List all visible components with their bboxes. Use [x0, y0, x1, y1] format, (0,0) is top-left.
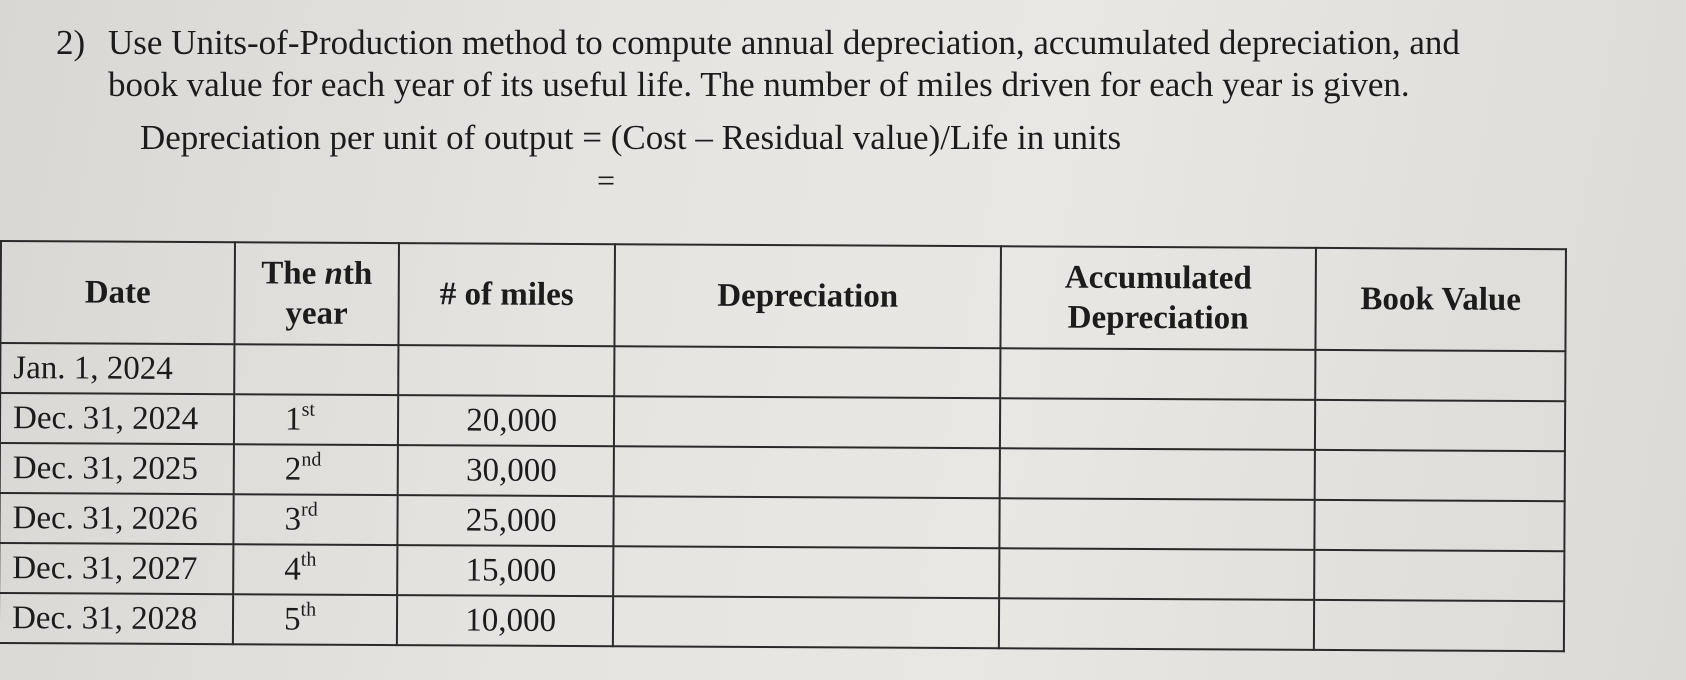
- cell-miles: 20,000: [398, 395, 614, 446]
- header-year-prefix: The: [261, 255, 325, 292]
- year-ordinal-suffix: st: [301, 398, 316, 421]
- year-ordinal-suffix: th: [300, 598, 317, 621]
- cell-miles: 10,000: [397, 595, 613, 646]
- cell-book-value[interactable]: [1314, 500, 1564, 551]
- cell-nth-year: [234, 394, 398, 445]
- table-body: [0, 343, 1565, 651]
- cell-accumulated-depreciation[interactable]: [999, 548, 1314, 600]
- cell-miles: 25,000: [397, 495, 613, 546]
- formula-equals-blank: =: [597, 162, 616, 198]
- header-book-value: Book Value: [1315, 248, 1566, 351]
- year-number: 1: [284, 400, 302, 438]
- table-row: [0, 593, 1564, 651]
- cell-miles: [398, 345, 614, 396]
- table-row: [0, 443, 1565, 501]
- table-row: [0, 493, 1565, 551]
- header-accumulated-line1: Accumulated: [1064, 259, 1252, 297]
- cell-depreciation[interactable]: [614, 346, 1000, 398]
- cell-date: Dec. 31, 2024: [0, 393, 234, 444]
- question-text: [56, 22, 1616, 106]
- header-year-n: n: [324, 255, 344, 292]
- cell-nth-year: [234, 444, 398, 495]
- year-number: 4: [284, 550, 301, 588]
- cell-nth-year: [233, 544, 397, 595]
- question-line-1: [56, 22, 1616, 64]
- cell-date: Dec. 31, 2027: [0, 543, 233, 594]
- question-line-1-text: Use Units-of-Production method to compute annual depreciation, accumulated depreciation, and: [108, 23, 1460, 62]
- cell-date: Dec. 31, 2026: [0, 493, 234, 544]
- cell-date: Jan. 1, 2024: [0, 343, 234, 394]
- year-ordinal-suffix: rd: [301, 498, 318, 521]
- cell-depreciation[interactable]: [613, 496, 999, 548]
- question-line-2-text: book value for each year of its useful life. The number of miles driven for each year is given.: [108, 65, 1410, 104]
- cell-depreciation[interactable]: [613, 596, 999, 648]
- cell-nth-year: [234, 344, 398, 395]
- table-header-row: [0, 241, 1566, 351]
- question-number: 2): [56, 23, 86, 62]
- year-number: 3: [284, 500, 302, 538]
- table-row: [0, 543, 1564, 601]
- cell-miles: 15,000: [397, 545, 613, 596]
- year-ordinal-suffix: nd: [301, 448, 322, 471]
- table-row: [0, 343, 1565, 401]
- cell-date: Dec. 31, 2028: [0, 593, 233, 644]
- year-number: 2: [284, 450, 302, 488]
- header-date: Date: [0, 241, 235, 344]
- cell-depreciation[interactable]: [614, 396, 1000, 448]
- table-row: [0, 393, 1565, 451]
- header-depreciation: Depreciation: [614, 244, 1001, 348]
- cell-book-value[interactable]: [1315, 450, 1565, 501]
- year-ordinal-suffix: th: [300, 548, 317, 571]
- cell-accumulated-depreciation[interactable]: [1000, 398, 1315, 450]
- year-number: 5: [283, 600, 301, 638]
- cell-depreciation[interactable]: [613, 546, 999, 598]
- cell-nth-year: [233, 594, 397, 645]
- cell-depreciation[interactable]: [614, 446, 1000, 498]
- cell-accumulated-depreciation[interactable]: [1000, 348, 1315, 400]
- cell-date: Dec. 31, 2025: [0, 443, 234, 494]
- header-year-line2: year: [285, 295, 348, 332]
- question-line-2: [56, 64, 1616, 106]
- cell-book-value[interactable]: [1314, 550, 1564, 601]
- cell-nth-year: [233, 494, 397, 545]
- header-accumulated-depreciation: [1000, 246, 1316, 350]
- cell-book-value[interactable]: [1315, 400, 1565, 451]
- cell-accumulated-depreciation[interactable]: [999, 498, 1314, 550]
- cell-book-value[interactable]: [1314, 600, 1564, 651]
- depreciation-formula: Depreciation per unit of output = (Cost – Residual value)/Life in units: [140, 118, 1122, 157]
- cell-accumulated-depreciation[interactable]: [1000, 448, 1315, 500]
- header-accumulated-line2: Depreciation: [1067, 299, 1249, 337]
- depreciation-table: [0, 240, 1567, 652]
- header-nth-year: [234, 242, 399, 345]
- header-year-suffix: th: [342, 255, 373, 292]
- cell-accumulated-depreciation[interactable]: [999, 598, 1314, 650]
- cell-book-value[interactable]: [1315, 350, 1565, 401]
- header-miles: # of miles: [398, 243, 615, 346]
- cell-miles: 30,000: [398, 445, 614, 496]
